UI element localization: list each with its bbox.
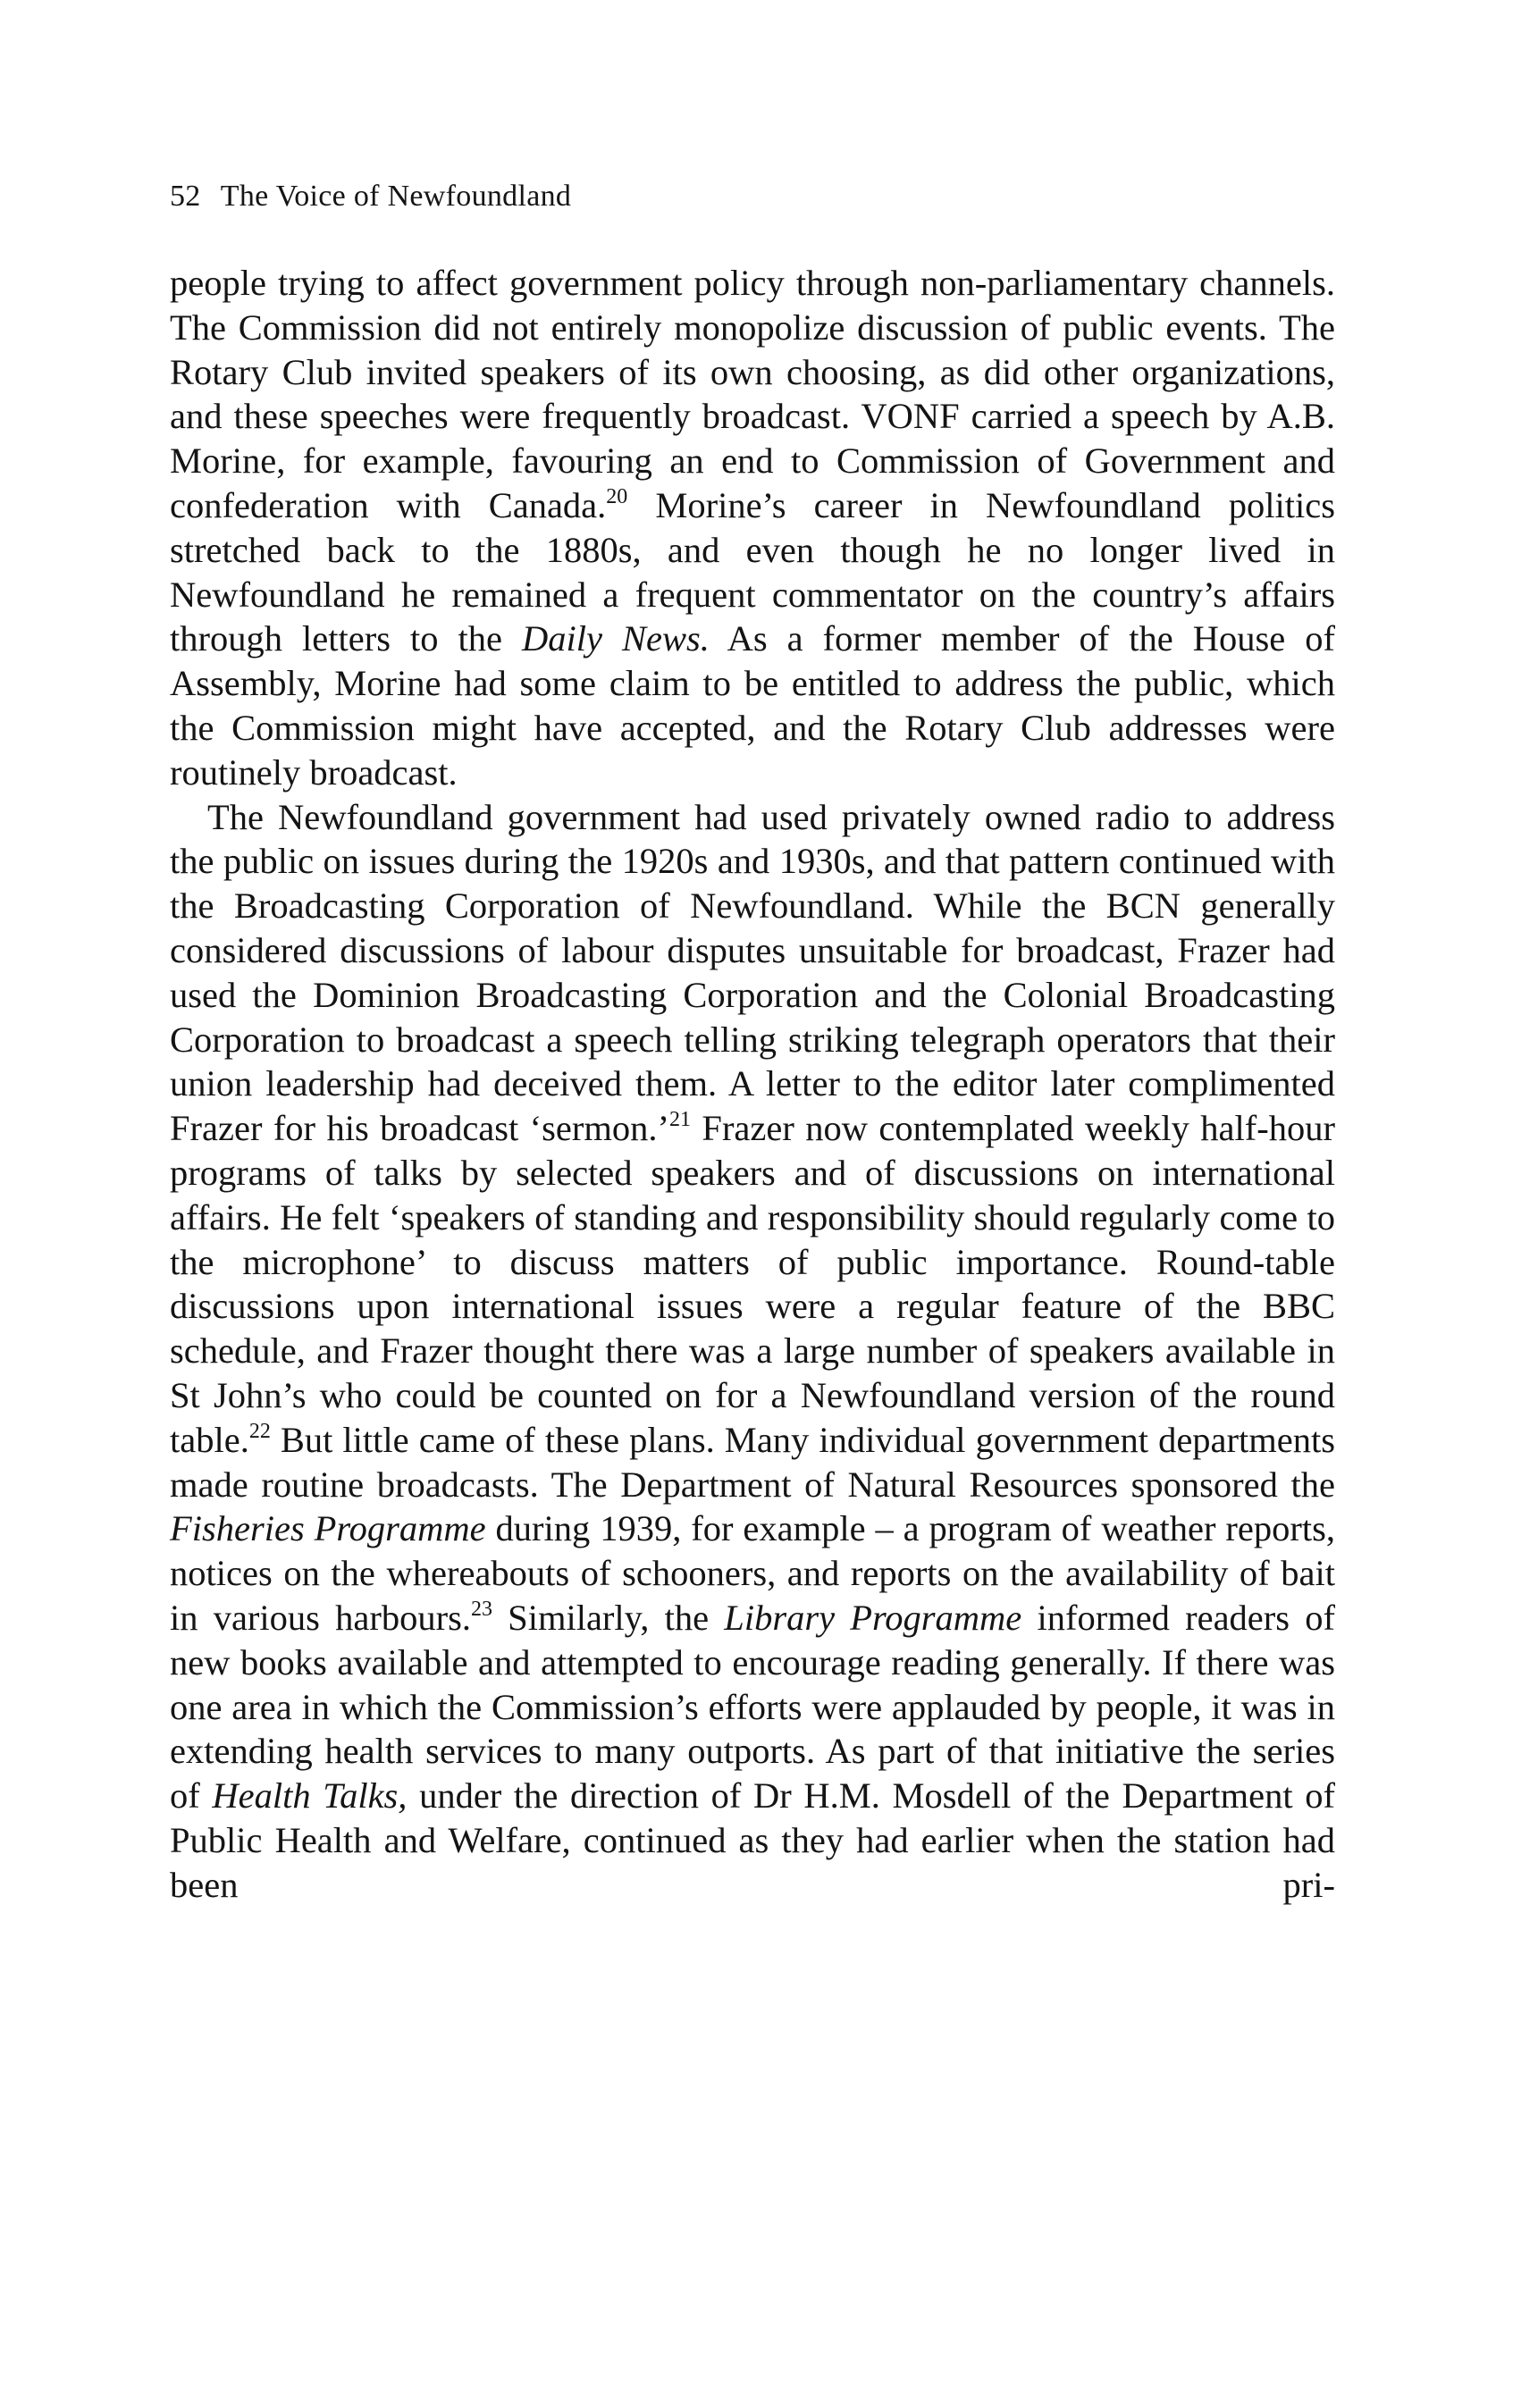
paragraph-broadcasting (170, 795, 1335, 1908)
running-head (170, 177, 571, 216)
paragraph-text: As a former member of the House of Assembly, Morine had some claim to be entitled to address the public, which the Commission might have accepted, and the Rotary Club addresses were routinely broadcast. (170, 618, 1335, 793)
paragraph-text: The Newfoundland government had used privately owned radio to address the public on issues during the 1920s and 1930s, and that pattern continued with the Broadcasting Corporation of Newfoundland. While the BCN generally considered discussions of labour disputes unsuitable for broadcast, Frazer had used the Dominion Broadcasting Corporation and the Colonial Broadcasting Corporation to broadcast a speech telling striking telegraph operators that their union leadership had deceived them. A letter to the editor later complimented Frazer for his broadcast ‘sermon.’ (170, 796, 1335, 1149)
italic-title-daily-news: Daily News. (521, 618, 710, 659)
page-number: 52 (170, 180, 201, 213)
footnote-ref-22: 22 (248, 1419, 271, 1443)
paragraph-text: Morine’s career in Newfoundland politics stretched back to the 1880s, and even though he no longer lived in Newfoundland he remained a frequent commentator on the country’s affairs through letters to the (170, 484, 1335, 659)
italic-title-fisheries-programme: Fisheries Programme (170, 1508, 486, 1549)
paragraph-text: informed readers of new books available and attempted to encourage reading generally. If there was one area in which the Commission’s efforts were applauded by people, it was in extending health services to many outports. As part of that initiative the series of (170, 1597, 1335, 1816)
paragraph-text: But little came of these plans. Many individual government departments made routine broadcasts. The Department of Natural Resources sponsored the (170, 1419, 1335, 1505)
paragraph-text: during 1939, for example – a program of weather reports, notices on the whereabouts of schooners, and reports on the availability of bait in various harbours. (170, 1508, 1336, 1638)
body-text (170, 261, 1335, 1907)
paragraph-continuation (170, 261, 1335, 795)
paragraph-text: under the direction of Dr H.M. Mosdell of the Department of Public Health and Welfare, continued as they had earlier when the station had been pri- (170, 1775, 1335, 1905)
paragraph-text: Frazer now contemplated weekly half-hour programs of talks by selected speakers and of discussions on international affairs. He felt ‘speakers of standing and responsibility should regularly come to the microphone’ to discuss matters of public importance. Round-table discussions upon international issues were a regular feature of the BBC schedule, and Frazer thought there was a large number of speakers available in St John’s who could be counted on for a Newfoundland version of the round table. (170, 1108, 1335, 1460)
footnote-ref-23: 23 (470, 1597, 492, 1621)
running-title: The Voice of Newfoundland (220, 180, 572, 213)
italic-title-health-talks: Health Talks, (212, 1775, 408, 1816)
footnote-ref-21: 21 (669, 1108, 692, 1132)
paragraph-text: Similarly, the (492, 1597, 725, 1638)
paragraph-text: people trying to affect government policy through non-parliamentary channels. The Commission did not entirely monopolize discussion of public events. The Rotary Club invited speakers of its own choosing, as did other organizations, and these speeches were frequently broadcast. VONF carried a speech by A.B. Morine, for example, favouring an end to Commission of Government and confederation with Canada. (170, 263, 1335, 525)
footnote-ref-20: 20 (606, 484, 628, 508)
italic-title-library-programme: Library Programme (724, 1597, 1022, 1638)
